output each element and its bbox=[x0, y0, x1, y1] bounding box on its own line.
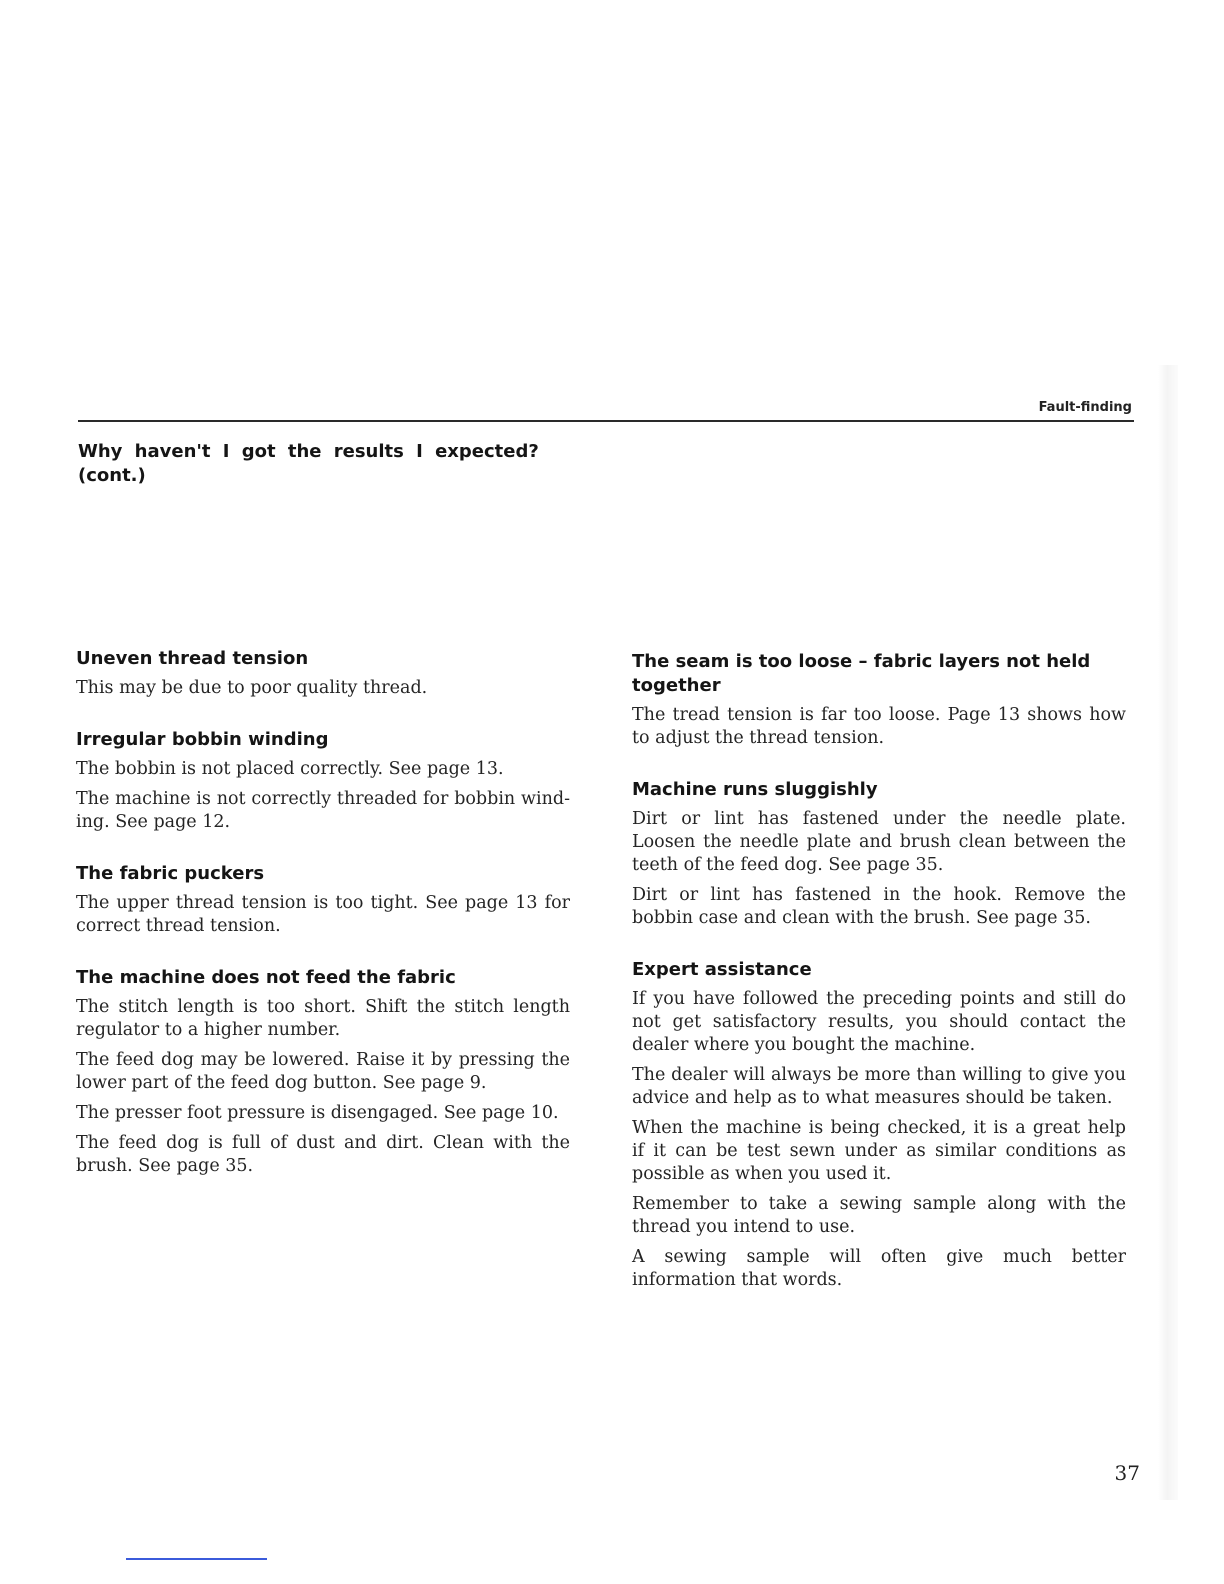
section-seam-too-loose bbox=[632, 650, 1126, 750]
section-runs-sluggishly bbox=[632, 778, 1126, 930]
section-heading: The seam is too loose – fabric layers not held together bbox=[632, 651, 1091, 696]
section-paragraph: The feed dog is full of dust and dirt. Clean with the brush. See page 35. bbox=[76, 1133, 570, 1176]
page-number: 37 bbox=[1114, 1461, 1140, 1485]
section-paragraph: The feed dog may be lowered. Raise it by pressing the lower part of the feed dog button. See page 9. bbox=[76, 1050, 570, 1093]
left-column bbox=[76, 647, 570, 1206]
section-expert-assistance bbox=[632, 958, 1126, 1292]
section-irregular-bobbin-winding bbox=[76, 728, 570, 834]
section-paragraph: The tread tension is far too loose. Page 13 shows how to adjust the thread tension. bbox=[632, 705, 1126, 748]
section-paragraph: A sewing sample will often give much better information that words. bbox=[632, 1247, 1126, 1290]
section-fabric-puckers bbox=[76, 862, 570, 938]
running-head: Fault-finding bbox=[1038, 400, 1132, 415]
page-title-line2: (cont.) bbox=[78, 465, 146, 486]
right-column bbox=[632, 650, 1126, 1320]
section-uneven-thread-tension bbox=[76, 647, 570, 700]
section-paragraph: When the machine is being checked, it is a great help if it can be test sewn under as similar conditions as possible as when you used it. bbox=[632, 1118, 1126, 1184]
section-paragraph: The dealer will always be more than willing to give you advice and help as to what measures should be taken. bbox=[632, 1065, 1126, 1108]
section-paragraph: The upper thread tension is too tight. See page 13 for correct thread tension. bbox=[76, 893, 570, 936]
section-paragraph: Dirt or lint has fastened under the needle plate. Loosen the needle plate and brush clean between the teeth of the feed dog. See page 35. bbox=[632, 809, 1126, 875]
section-heading: The machine does not feed the fabric bbox=[76, 967, 456, 988]
section-paragraph: This may be due to poor quality thread. bbox=[76, 678, 428, 698]
section-heading: Expert assistance bbox=[632, 959, 812, 980]
scan-artifact-line bbox=[126, 1558, 267, 1560]
section-heading: Uneven thread tension bbox=[76, 648, 309, 669]
section-paragraph: The bobbin is not placed correctly. See page 13. bbox=[76, 759, 504, 779]
section-does-not-feed-fabric bbox=[76, 966, 570, 1178]
section-heading: The fabric puckers bbox=[76, 863, 265, 884]
section-paragraph: Dirt or lint has fastened in the hook. Remove the bobbin case and clean with the brush. See page 35. bbox=[632, 885, 1126, 928]
section-paragraph: If you have followed the preceding points and still do not get satisfactory results, you should contact the dealer where you bought the machine. bbox=[632, 989, 1126, 1055]
section-heading: Irregular bobbin winding bbox=[76, 729, 329, 750]
scan-edge-shadow bbox=[1158, 365, 1178, 1500]
page-title bbox=[78, 440, 578, 488]
section-paragraph: The stitch length is too short. Shift the stitch length regulator to a higher number. bbox=[76, 997, 570, 1040]
page-title-line1: Why haven't I got the results I expected? bbox=[78, 441, 539, 462]
section-paragraph: The presser foot pressure is disengaged. See page 10. bbox=[76, 1103, 559, 1123]
section-heading: Machine runs sluggishly bbox=[632, 779, 878, 800]
section-paragraph: Remember to take a sewing sample along with the thread you intend to use. bbox=[632, 1194, 1126, 1237]
section-paragraph: The machine is not correctly threaded for bobbin wind-ing. See page 12. bbox=[76, 789, 570, 832]
header-rule bbox=[78, 420, 1134, 422]
